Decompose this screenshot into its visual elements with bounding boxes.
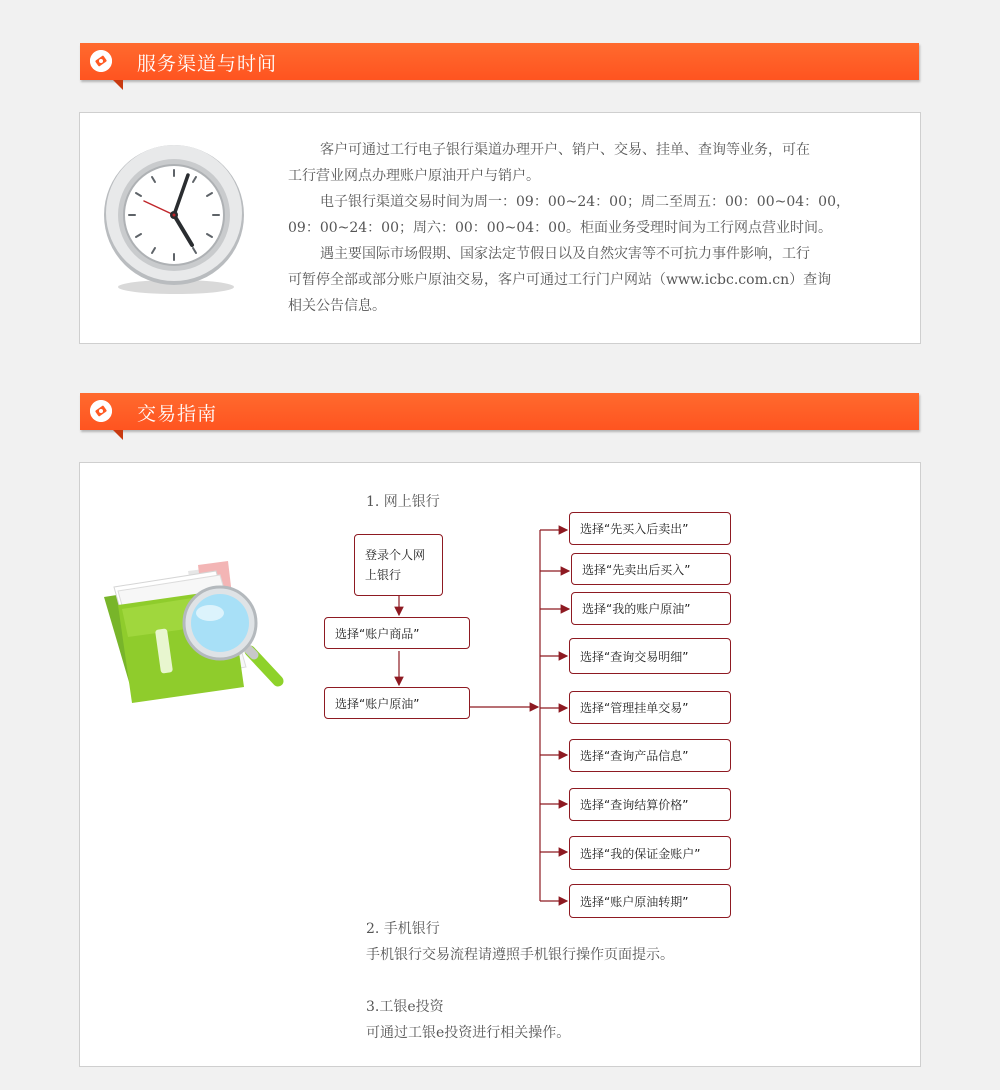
step-text-mobile-banking: 手机银行交易流程请遵照手机银行操作页面提示。 [366, 947, 674, 963]
flow-option: 选择“先卖出后买入” [571, 553, 731, 585]
paragraph-line: 电子银行渠道交易时间为周一：09：00~24：00；周二至周五：00：00~04：00， [320, 194, 850, 210]
flow-option: 选择“查询产品信息” [569, 739, 731, 772]
step-heading-mobile-banking: 2. 手机银行 [366, 921, 440, 937]
service-panel [79, 112, 921, 344]
coin-icon [90, 50, 112, 72]
paragraph-line: 可暂停全部或部分账户原油交易，客户可通过工行门户网站（www.icbc.com.cn）查询 [288, 272, 832, 288]
section-banner-service [80, 43, 919, 80]
paragraph-line: 09：00~24：00；周六：00：00~04：00。柜面业务受理时间为工行网点营业时间。 [288, 220, 832, 236]
paragraph-line: 遇主要国际市场假期、国家法定节假日以及自然灾害等不可抗力事件影响，工行 [320, 246, 810, 262]
step-heading-e-invest: 3.工银e投资 [366, 999, 444, 1015]
flow-connectors [80, 463, 920, 933]
flow-option: 选择“我的保证金账户” [569, 836, 731, 870]
coin-icon [90, 400, 112, 422]
flow-step-login [354, 534, 443, 596]
flow-step-label: 上银行 [365, 568, 402, 582]
flow-option: 选择“管理挂单交易” [569, 691, 731, 724]
flow-option: 选择“查询结算价格” [569, 788, 731, 821]
section-title: 服务渠道与时间 [137, 53, 278, 75]
flow-step-label: 登录个人网 [365, 548, 426, 562]
step-heading-online-banking: 1. 网上银行 [366, 494, 440, 510]
step-text-e-invest: 可通过工银e投资进行相关操作。 [366, 1025, 571, 1041]
paragraph-line: 客户可通过工行电子银行渠道办理开户、销户、交易、挂单、查询等业务，可在 [320, 142, 810, 158]
section-title: 交易指南 [137, 403, 218, 425]
flow-step-select-oil: 选择“账户原油” [324, 687, 470, 719]
flow-option: 选择“先买入后卖出” [569, 512, 731, 545]
flow-step-select-goods: 选择“账户商品” [324, 617, 470, 649]
guide-panel [79, 462, 921, 1067]
flow-option: 选择“查询交易明细” [569, 638, 731, 674]
service-text [288, 137, 908, 319]
clock-icon [96, 139, 256, 299]
section-banner-guide [80, 393, 919, 430]
flow-option: 选择“账户原油转期” [569, 884, 731, 918]
paragraph-line: 相关公告信息。 [288, 298, 386, 314]
paragraph-line: 工行营业网点办理账户原油开户与销户。 [288, 168, 540, 184]
flow-option: 选择“我的账户原油” [571, 592, 731, 625]
